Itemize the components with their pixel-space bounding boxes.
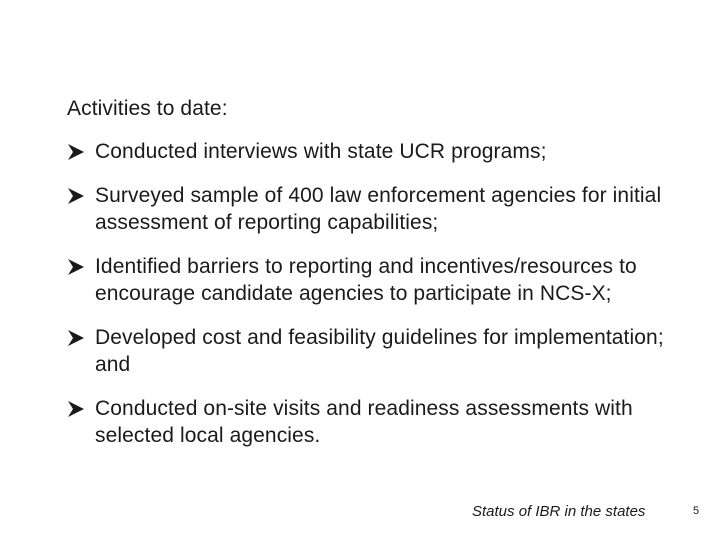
list-item — [67, 324, 687, 378]
arrowhead-bullet-icon — [67, 258, 85, 276]
list-item-text: Surveyed sample of 400 law enforcement agencies for initial assessment of reporting capabilities; — [95, 184, 662, 234]
list-item — [67, 182, 687, 236]
slide-content — [67, 95, 687, 466]
list-item — [67, 253, 687, 307]
slide-heading: Activities to date: — [67, 97, 228, 120]
arrowhead-bullet-icon — [67, 143, 85, 161]
arrowhead-bullet-icon — [67, 187, 85, 205]
list-item-text: Identified barriers to reporting and incentives/resources to encourage candidate agencies to participate in NCS-X; — [95, 255, 637, 305]
list-item — [67, 395, 687, 449]
activities-list — [67, 138, 687, 449]
list-item-text: Conducted interviews with state UCR programs; — [95, 140, 547, 163]
list-item-text: Developed cost and feasibility guidelines for implementation; and — [95, 326, 664, 376]
arrowhead-bullet-icon — [67, 400, 85, 418]
arrowhead-bullet-icon — [67, 329, 85, 347]
list-item — [67, 138, 687, 165]
list-item-text: Conducted on-site visits and readiness assessments with selected local agencies. — [95, 397, 633, 447]
page-number: 5 — [693, 505, 700, 517]
footer-label: Status of IBR in the states — [472, 503, 646, 520]
